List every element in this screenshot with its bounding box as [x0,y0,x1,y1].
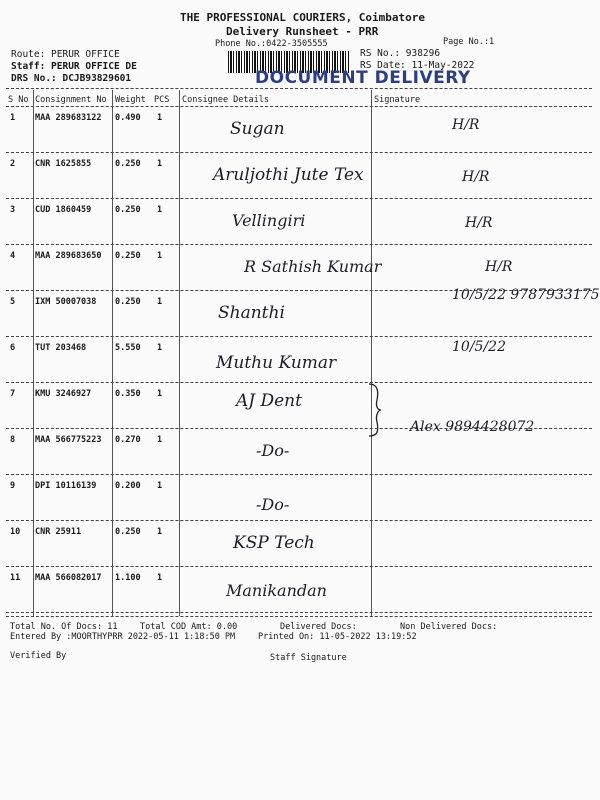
handwritten-consignee: Shanthi [218,303,285,323]
phone-number: Phone No.:0422-3505555 [215,39,328,49]
drs-number: DRS No.: DCJB93829601 [11,73,132,84]
runsheet-subtitle: Delivery Runsheet - PRR [226,25,379,38]
row-sno: 9 [10,481,16,491]
col-consignee: Consignee Details [182,95,269,105]
total-docs: Total No. Of Docs: 11 [10,622,118,632]
row-pcs: 1 [157,343,163,353]
col-signature: Signature [374,95,421,105]
row-sno: 8 [10,435,16,445]
row-divider [6,474,592,475]
divider [6,106,592,107]
printed-on: Printed On: 11-05-2022 13:19:52 [258,632,417,642]
col-sno: S No [8,95,29,105]
row-consignment: CNR 25911 [35,527,82,537]
handwritten-consignee: Manikandan [226,581,327,600]
handwritten-signature: H/R [485,259,513,275]
col-consignment: Consignment No [35,95,107,105]
row-weight: 5.550 [115,343,141,353]
handwritten-consignee: Arulјothi Jute Tex [213,165,364,185]
row-sno: 1 [10,113,16,123]
row-weight: 1.100 [115,573,141,583]
row-pcs: 1 [157,205,163,215]
row-divider [6,382,592,383]
row-divider [6,244,592,245]
row-divider [6,612,592,613]
row-sno: 2 [10,159,16,169]
row-sno: 3 [10,205,16,215]
row-pcs: 1 [157,573,163,583]
handwritten-consignee: KSP Tech [233,533,315,553]
row-divider [6,566,592,567]
non-delivered-docs: Non Delivered Docs: [400,622,498,632]
row-pcs: 1 [157,159,163,169]
row-divider [6,152,592,153]
col-weight: Weight [115,95,146,105]
row-consignment: MAA 289683650 [35,251,102,261]
divider [6,616,592,617]
handwritten-signature: 10/5/22 9787933175 [452,287,600,303]
row-consignment: CNR 1625855 [35,159,92,169]
row-consignment: CUD 1860459 [35,205,92,215]
column-rule [33,90,34,616]
company-title: THE PROFESSIONAL COURIERS, Coimbatore [180,11,426,24]
row-consignment: MAA 289683122 [35,113,102,123]
row-sno: 11 [10,573,21,583]
handwritten-signature: 10/5/22 [452,339,506,355]
row-consignment: IXM 50007038 [35,297,97,307]
handwritten-consignee: -Do- [256,495,290,514]
row-consignment: MAA 566082017 [35,573,102,583]
row-pcs: 1 [157,113,163,123]
verified-by: Verified By [10,651,67,661]
handwritten-signature: H/R [452,117,480,133]
rs-number: RS No.: 938296 [360,48,441,59]
row-consignment: DPI 10116139 [35,481,97,491]
row-pcs: 1 [157,527,163,537]
column-rule [179,90,180,616]
row-sno: 4 [10,251,16,261]
bracket-mark [365,380,385,440]
handwritten-consignee: Sugan [230,119,285,139]
handwritten-signature: H/R [462,169,490,185]
row-pcs: 1 [157,389,163,399]
staff-signature: Staff Signature [270,653,347,663]
page-number: Page No.:1 [443,37,495,47]
row-weight: 0.270 [115,435,141,445]
row-divider [6,520,592,521]
row-weight: 0.250 [115,527,141,537]
total-cod: Total COD Amt: 0.00 [140,622,238,632]
divider [6,88,592,89]
row-pcs: 1 [157,251,163,261]
handwritten-consignee: Vellingiri [232,211,306,230]
column-rule [371,90,372,616]
row-pcs: 1 [157,297,163,307]
staff-label: Staff: PERUR OFFICE DE [11,61,137,72]
column-rule [112,90,113,616]
row-weight: 0.350 [115,389,141,399]
row-consignment: KMU 3246927 [35,389,92,399]
handwritten-consignee: -Do- [256,441,290,460]
handwritten-signature: Alex 9894428072 [410,419,535,435]
row-divider [6,198,592,199]
row-pcs: 1 [157,481,163,491]
row-sno: 10 [10,527,21,537]
row-weight: 0.250 [115,251,141,261]
route-label: Route: PERUR OFFICE [11,49,120,60]
row-weight: 0.250 [115,297,141,307]
row-consignment: MAA 566775223 [35,435,102,445]
row-consignment: TUT 203468 [35,343,87,353]
row-sno: 6 [10,343,16,353]
document-delivery-stamp: DOCUMENT DELIVERY [255,68,471,88]
entered-by: Entered By :MOORTHYPRR 2022-05-11 1:18:50 PM [10,632,236,642]
row-sno: 7 [10,389,16,399]
handwritten-consignee: AJ Dent [236,391,302,411]
row-pcs: 1 [157,435,163,445]
col-pcs: PCS [154,95,170,105]
handwritten-signature: H/R [465,215,493,231]
row-sno: 5 [10,297,16,307]
row-weight: 0.490 [115,113,141,123]
row-divider [6,336,592,337]
row-weight: 0.250 [115,205,141,215]
handwritten-consignee: Muthu Kumar [216,353,337,373]
row-weight: 0.200 [115,481,141,491]
handwritten-consignee: R Sathish Kumar [244,257,382,276]
rs-date: RS Date: 11-May-2022 [360,60,475,71]
row-weight: 0.250 [115,159,141,169]
delivered-docs: Delivered Docs: [280,622,357,632]
